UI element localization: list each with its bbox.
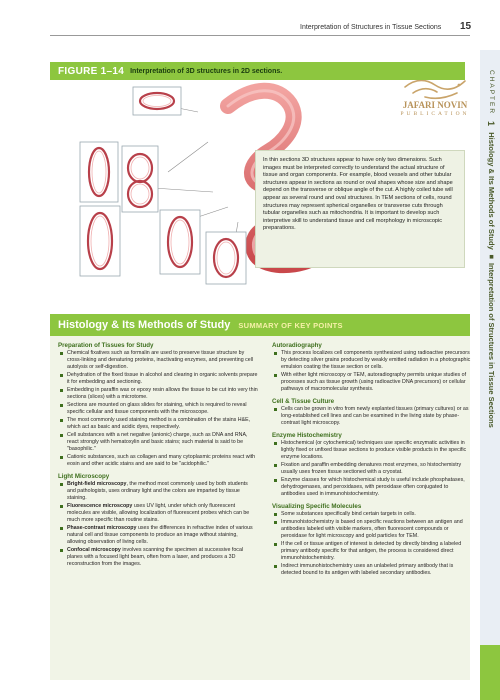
summary-title: Histology & Its Methods of Study <box>58 319 231 331</box>
page-number: 15 <box>460 21 472 32</box>
list-item <box>67 525 258 546</box>
visualizing-list <box>272 511 472 577</box>
list-item: Chemical fixatives such as formalin are used to preserve tissue structure by cross-linking and denaturing proteins, inactivating enzymes, and preventing cell autolysis or self-digestion. <box>67 350 258 371</box>
culture-list <box>272 406 472 427</box>
term-text: uses the differences in refractive index of various natural cell and tissue components to produce an image without staining, allowing observation of living cells. <box>67 525 253 545</box>
prep-list <box>58 350 258 468</box>
publisher-name: JAFARI NOVIN <box>402 100 468 110</box>
term-text: uses UV light, under which only fluorescent molecules are visible, allowing localization of fluorescent probes which can be much more specific than routine stains. <box>67 503 250 523</box>
list-item: Some substances specifically bind certain targets in cells. <box>281 511 472 518</box>
term: Fluorescence microscopy <box>67 503 133 509</box>
chapter-word: CHAPTER <box>488 70 495 116</box>
running-head: Interpretation of Structures in Tissue Sections <box>300 24 442 31</box>
list-item: Fixation and paraffin embedding denatures most enzymes, so histochemistry usually uses frozen tissue sectioned with a cryostat. <box>281 462 472 476</box>
term-text: , the method most commonly used by both students and pathologists, uses ordinary light and the colors are imparted by tissue staining. <box>67 481 248 501</box>
chapter-tab-marker <box>480 645 500 700</box>
section-heading: Visualizing Specific Molecules <box>272 503 362 510</box>
section-title: Interpretation of Structures in Tissue Sections <box>487 262 496 428</box>
chapter-side-text <box>484 70 496 640</box>
section-heading: Enzyme Histochemistry <box>272 432 342 439</box>
list-item: This process localizes cell components synthesized using radioactive precursors by detecting silver grains produced by weakly emitted radiation in a photographic emulsion coating the tissue section or cells. <box>281 350 471 370</box>
publisher-subtitle: PUBLICATION <box>400 111 470 117</box>
list-item <box>67 481 258 502</box>
section-heading: Preparation of Tissues for Study <box>58 342 154 349</box>
summary-left-column <box>58 340 258 569</box>
list-item: Indirect immunohistochemistry uses an unlabeled primary antibody that is detected bound to its antigen with labeled secondary antibodies. <box>281 563 472 577</box>
list-item: Cell substances with a net negative (anionic) charge, such as DNA and RNA, react strongly with hematoxylin and basic stains; such material is said to be "basophilic." <box>67 432 258 453</box>
summary-header <box>50 314 470 336</box>
list-item: If the cell or tissue antigen of interest is detected by directly binding a labeled primary antibody specific for that antigen, the process is considered direct immunohistochemistry. <box>281 541 472 562</box>
list-item <box>67 503 258 524</box>
term: Bright-field microscopy <box>67 481 127 487</box>
header-rule <box>50 35 470 36</box>
term: Confocal microscopy <box>67 547 121 553</box>
list-item <box>67 547 258 568</box>
light-microscopy-list <box>58 481 258 568</box>
list-item: Histochemical (or cytochemical) techniques use specific enzymatic activities in lightly fixed or unfixed tissue sections to produce visible products in the specific enzyme locations. <box>281 440 472 461</box>
summary-subtitle: SUMMARY OF KEY POINTS <box>238 320 343 330</box>
section-heading: Light Microscopy <box>58 473 110 480</box>
figure-description: In thin sections 3D structures appear to have only two dimensions. Such images must be interpreted correctly to understand the actual structure of tissue and organ components. For example, blood vessels and other tubular structures appear in sections as round or oval shapes whose size and shape depend on the transverse or oblique angle of the cut. A highly coiled tube will appear as several round and oval structures. In TEM sections of cells, round structures may represent spherical organelles or transverse cuts through tubular organelles such as mitochondria. It is important to develop such interpretive skill to understand tissue and cell morphology in microscopic preparations. <box>255 150 465 268</box>
list-item: Immunohistochemistry is based on specific reactions between an antigen and antibodies labeled with visible markers, often fluorescent compounds or peroxidase for light microscopy and gold particles for TEM. <box>281 519 472 540</box>
enzyme-list <box>272 440 472 498</box>
figure-caption-bar <box>50 62 465 80</box>
list-item: With either light microscopy or TEM, autoradiography permits unique studies of processes such as tissue growth (using radioactive DNA precursors) or cellular pathways of macromolecular synthesis. <box>281 372 472 393</box>
term: Phase-contrast microscopy <box>67 525 137 531</box>
list-item: Cationic substances, such as collagen and many cytoplasmic proteins react with eosin and other acidic stains and are said to be "acidophilic." <box>67 454 258 468</box>
term-text: involves scanning the specimen at successive focal planes with a focused light beam, often from a laser, and produces a 3D reconstruction from the images. <box>67 547 244 567</box>
list-item: Cells can be grown in vitro from newly explanted tissues (primary cultures) or as long-established cell lines and can be examined in the living state by phase-contrast light microscopy. <box>281 406 472 427</box>
section-heading: Cell & Tissue Culture <box>272 398 335 405</box>
figure-caption: Interpretation of 3D structures in 2D sections. <box>130 67 283 75</box>
autoradiography-list <box>272 350 472 393</box>
list-item: Dehydration of the fixed tissue in alcohol and clearing in organic solvents prepare it for embedding and sectioning. <box>67 372 258 385</box>
list-item: Sections are mounted on glass slides for staining, which is required to reveal specific cellular and tissue components with the microscope. <box>67 402 258 416</box>
section-heading: Autoradiography <box>272 342 322 349</box>
chapter-title: Histology & Its Methods of Study <box>487 132 496 250</box>
chapter-number: 1 <box>486 121 496 127</box>
list-item: Embedding in paraffin wax or epoxy resin allows the tissue to be cut into very thin sections (slices) with a microtome. <box>67 387 258 400</box>
side-separator: ■ <box>487 251 496 261</box>
summary-right-column <box>272 340 472 578</box>
figure-label: FIGURE 1–14 <box>58 65 125 77</box>
list-item: The most commonly used staining method is a combination of the stains H&E, which act as basic and acidic dyes, respectively. <box>67 417 258 431</box>
list-item: Enzyme classes for which histochemical study is useful include phosphatases, dehydrogenases, and peroxidases, with peroxidase often conjugated to antibodies used in immunohistochemistry. <box>281 477 472 498</box>
